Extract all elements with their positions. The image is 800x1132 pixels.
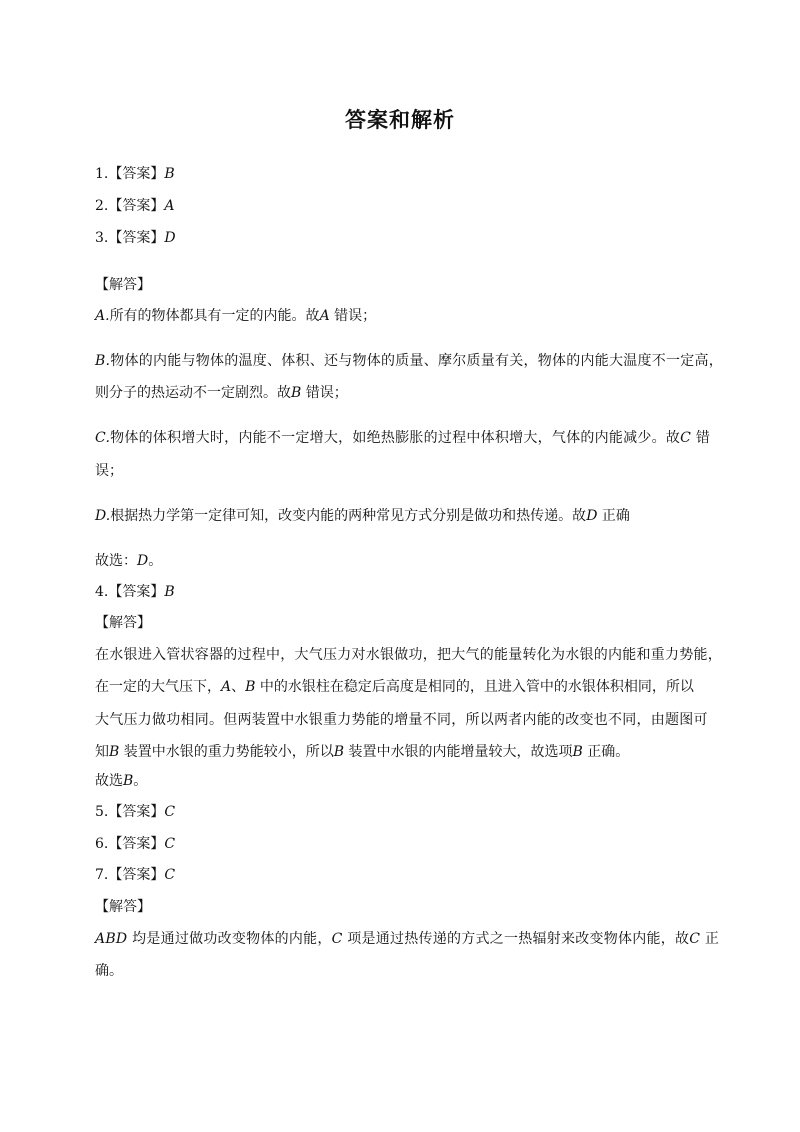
letter: C (331, 931, 343, 947)
answer-number: 4. (95, 584, 109, 600)
option-text: 则分子的热运动不一定剧烈。故 (95, 385, 291, 401)
answer-4 (95, 583, 175, 601)
answer-tag: 【答案】 (108, 166, 165, 182)
letter: B (245, 679, 256, 695)
q4-line-2 (95, 678, 694, 696)
letters: ABD (95, 931, 128, 947)
option-label: C. (95, 430, 111, 446)
choice-prefix: 故选： (95, 553, 137, 569)
option-verdict: 错误； (329, 308, 377, 324)
text: 中的水银柱在稳定后高度是相同的，且进入管中的水银体积相同，所以 (255, 679, 694, 695)
answer-tag: 【答案】 (108, 584, 165, 600)
option-label: A. (95, 308, 110, 324)
text: 装置中水银的重力势能较小，所以 (119, 744, 334, 760)
answer-number: 7. (95, 867, 109, 883)
answer-value: C (164, 836, 176, 852)
letter: C (689, 931, 701, 947)
choice-prefix: 故选 (95, 773, 123, 789)
q3-option-d (95, 507, 630, 525)
text: 装置中水银的内能增量较大，故选项 (344, 744, 573, 760)
answer-number: 6. (95, 836, 109, 852)
q3-option-b-line2 (95, 384, 348, 402)
answer-value: C (164, 804, 176, 820)
option-label: B. (95, 353, 111, 369)
answer-number: 5. (95, 804, 109, 820)
option-text: 所有的物体都具有一定的内能。故 (109, 308, 320, 324)
answer-5 (95, 803, 175, 821)
option-text: 根据热力学第一定律可知，改变内能的两种常见方式分别是做功和热传递。故 (110, 508, 587, 524)
text: 知 (95, 744, 109, 760)
letter: B (333, 744, 345, 760)
solution-label: 【解答】 (95, 277, 151, 293)
option-letter: C (680, 430, 692, 446)
solution-label: 【解答】 (95, 899, 151, 915)
option-text: 物体的内能与物体的温度、体积、还与物体的质量、摩尔质量有关，物体的内能大温度不一定高， (110, 353, 723, 369)
answer-value: C (164, 867, 176, 883)
answer-tag: 【答案】 (108, 804, 165, 820)
answer-value: B (164, 166, 175, 182)
choice-letter: D (137, 553, 149, 569)
q4-line-3: 大气压力做功相同。但两装置中水银重力势能的增量不同，所以两者内能的改变也不同，由题图可 (95, 712, 708, 728)
answer-tag: 【答案】 (108, 836, 165, 852)
option-label: D. (95, 508, 111, 524)
option-letter: A (319, 308, 330, 324)
answer-number: 3. (95, 230, 109, 246)
answer-value: B (164, 584, 175, 600)
q3-option-b-line1 (95, 352, 723, 370)
q3-option-c-line2: 误； (95, 463, 123, 479)
text: 、 (231, 679, 246, 695)
choice-letter: B (123, 773, 134, 789)
text: 在一定的大气压下， (95, 679, 221, 695)
answer-number: 1. (95, 166, 109, 182)
letter: A (221, 679, 232, 695)
text: 正确。 (582, 744, 630, 760)
answer-2 (95, 197, 174, 215)
q3-option-c-line1 (95, 429, 710, 447)
q4-final-choice (95, 772, 147, 790)
letter: B (572, 744, 583, 760)
answer-value: D (164, 230, 176, 246)
text: 正 (700, 931, 720, 947)
answer-tag: 【答案】 (108, 230, 165, 246)
option-verdict: 错误； (301, 385, 348, 401)
answer-tag: 【答案】 (108, 198, 165, 214)
text: 项是通过热传递的方式之一热辐射来改变物体内能，故 (342, 931, 690, 947)
q4-line-1: 在水银进入管状容器的过程中，大气压力对水银做功，把大气的能量转化为水银的内能和重力势能， (95, 647, 722, 663)
q3-option-a (95, 307, 376, 325)
choice-end: 。 (148, 553, 163, 569)
answer-tag: 【答案】 (108, 867, 165, 883)
page-title: 答案和解析 (345, 108, 455, 132)
answer-number: 2. (95, 198, 109, 214)
option-verdict: 正确 (597, 508, 630, 524)
option-letter: D (586, 508, 598, 524)
option-text: 物体的体积增大时，内能不一定增大，如绝热膨胀的过程中体积增大，气体的内能减少。故 (110, 430, 681, 446)
answer-7 (95, 866, 175, 884)
option-letter: B (291, 385, 302, 401)
choice-end: 。 (133, 773, 148, 789)
answer-value: A (164, 198, 175, 214)
q7-line-1 (95, 930, 719, 948)
answer-3 (95, 229, 176, 247)
option-verdict: 错 (691, 430, 711, 446)
q7-line-2: 确。 (95, 963, 123, 979)
solution-label: 【解答】 (95, 615, 151, 631)
q4-line-4 (95, 743, 629, 761)
q3-final-choice (95, 552, 162, 570)
letter: B (109, 744, 120, 760)
text: 均是通过做功改变物体的内能， (127, 931, 332, 947)
answer-1 (95, 165, 175, 183)
answer-6 (95, 835, 175, 853)
